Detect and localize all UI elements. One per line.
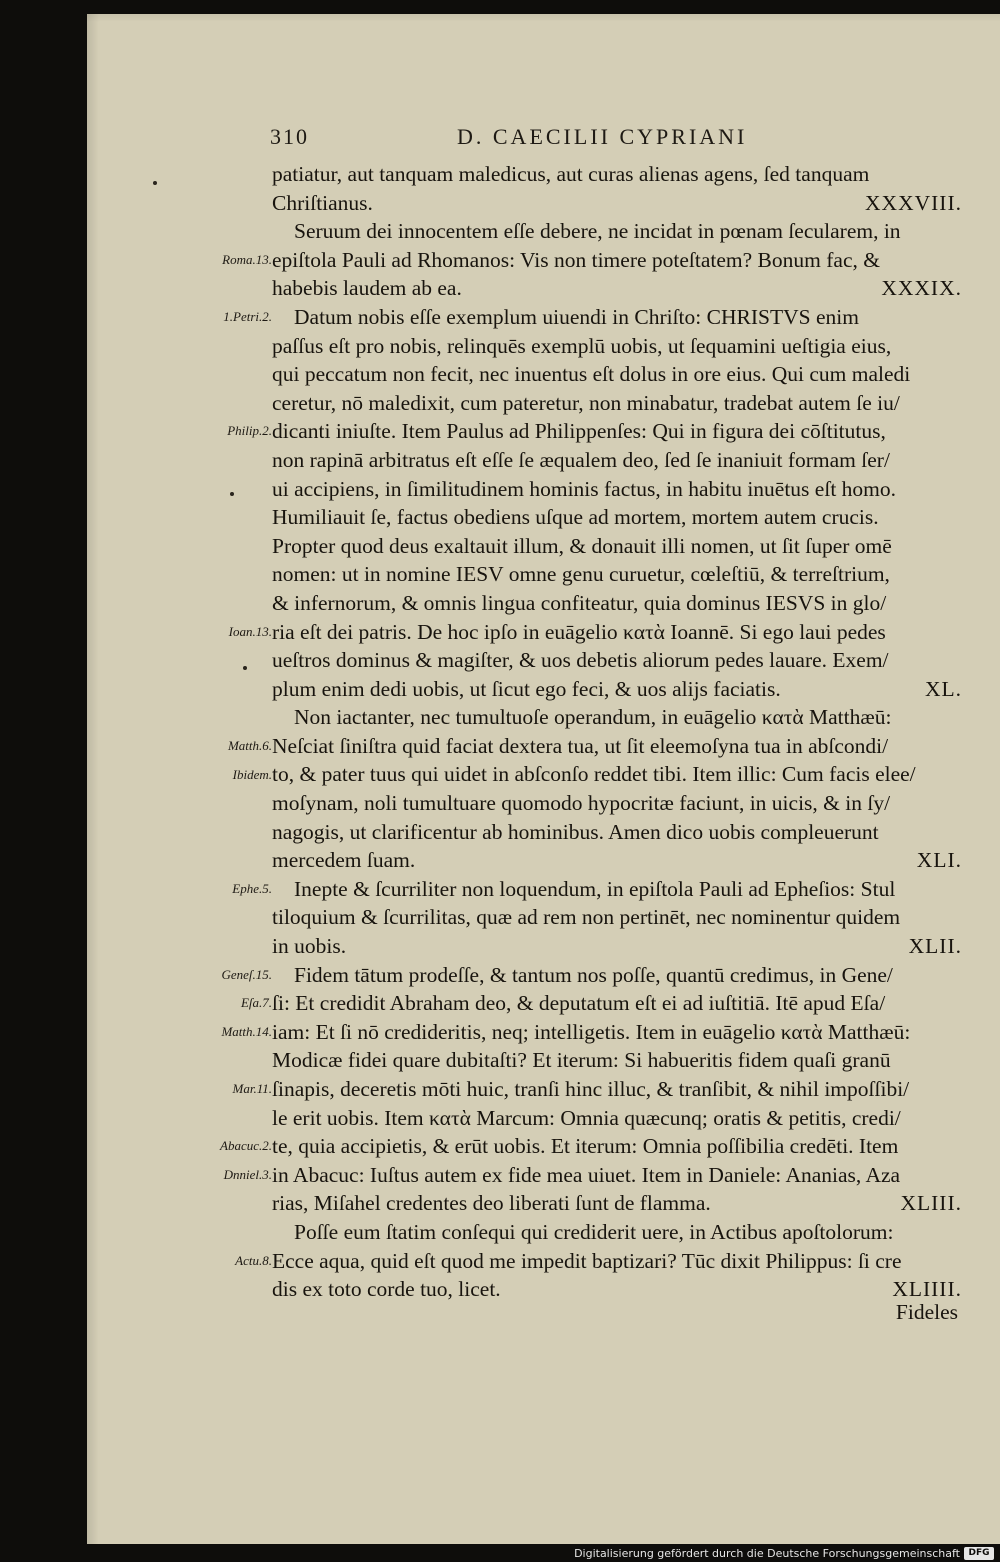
line-text: non rapinā arbitratus eſt eſſe ſe æqualem deo, ſed ſe inaniuit formam ſer/ — [272, 447, 890, 472]
margin-reference: Ibidem. — [232, 766, 272, 782]
text-line — [272, 503, 962, 532]
text-line — [272, 760, 962, 789]
line-text: Datum nobis eſſe exemplum uiuendi in Chriſto: CHRISTVS enim — [294, 304, 859, 329]
text-line — [272, 1104, 962, 1133]
line-text: ſi: Et credidit Abraham deo, & deputatum eſt ei ad iuſtitiā. Itē apud Eſa/ — [272, 991, 886, 1016]
margin-reference: Dnniel.3. — [223, 1167, 272, 1182]
text-line — [272, 303, 962, 332]
line-text: Seruum dei innocentem eſſe debere, ne incidat in pœnam ſecularem, in — [294, 219, 901, 244]
text-line — [272, 903, 962, 932]
line-text: Inepte & ſcurriliter non loquendum, in epiſtola Pauli ad Epheſios: Stul — [294, 876, 896, 901]
line-text: Modicæ fidei quare dubitaſti? Et iterum: Si habueritis fidem quaſi granū — [272, 1048, 891, 1073]
line-text: patiatur, aut tanquam maledicus, aut curas alienas agens, ſed tanquam — [272, 162, 870, 186]
text-line — [272, 446, 962, 475]
line-text: ui accipiens, in ſimilitudinem hominis factus, in habitu inuētus eſt homo. — [272, 476, 897, 501]
margin-reference: Ephe.5. — [232, 881, 272, 896]
text-line — [272, 360, 962, 389]
text-line — [272, 875, 962, 904]
text-line — [272, 1218, 962, 1247]
text-line — [272, 560, 962, 589]
catchword: Fideles — [895, 1300, 958, 1324]
line-text: qui peccatum non fecit, nec inuentus eſt dolus in ore eius. Qui cum maledi — [272, 362, 911, 387]
text-line — [272, 1018, 962, 1047]
line-text: ueſtros dominus & magiſter, & uos debetis aliorum pedes lauare. Exem/ — [272, 648, 889, 673]
section-numeral: XLI. — [916, 848, 962, 873]
line-text: ria eſt dei patris. De hoc ipſo in euāgelio κατὰ Ioannē. Si ego laui pedes — [272, 619, 886, 644]
margin-reference: Philip.2. — [227, 423, 272, 439]
text-line — [272, 1275, 962, 1304]
text-line — [272, 475, 962, 504]
margin-reference: Geneſ.15. — [221, 966, 272, 982]
ink-speck — [153, 181, 157, 185]
margin-reference: Eſa.7. — [240, 995, 272, 1011]
line-text: Chriſtianus. — [272, 190, 373, 215]
line-text: dis ex toto corde tuo, licet. — [272, 1277, 501, 1302]
text-line — [272, 1247, 962, 1276]
line-text: ceretur, nō maledixit, cum pateretur, non minabatur, tradebat autem ſe iu/ — [272, 390, 900, 415]
margin-reference: Actu.8. — [235, 1252, 272, 1268]
line-text: ſinapis, deceretis mōti huic, tranſi hinc illuc, & tranſibit, & nihil impoſſibi/ — [272, 1077, 910, 1101]
line-text: Poſſe eum ſtatim conſequi qui crediderit uere, in Actibus apoſtolorum: — [294, 1219, 894, 1244]
line-text: moſynam, noli tumultuare quomodo hypocritæ faciunt, in uicis, & in ſy/ — [272, 791, 891, 816]
section-numeral: XLII. — [908, 934, 962, 959]
text-line — [272, 703, 962, 732]
line-text: Neſciat ſiniſtra quid faciat dextera tua, ut ſit eleemoſyna tua in abſcondi/ — [272, 733, 889, 758]
running-head: D. CAECILII CYPRIANI — [457, 124, 748, 149]
section-numeral: XXXVIII. — [865, 190, 962, 215]
margin-reference: Matth.14. — [221, 1024, 272, 1039]
ink-speck — [243, 666, 247, 670]
line-text: Ecce aqua, quid eſt quod me impedit baptizari? Tūc dixit Philippus: ſi cre — [272, 1248, 902, 1273]
text-line — [272, 160, 962, 189]
text-line — [272, 818, 962, 847]
body-text — [272, 160, 962, 1304]
dfg-logo: DFG — [964, 1547, 994, 1560]
line-text: le erit uobis. Item κατὰ Marcum: Omnia quæcunq; oratis & petitis, credi/ — [272, 1105, 901, 1130]
text-line — [272, 846, 962, 875]
text-line — [272, 1132, 962, 1161]
line-text: paſſus eſt pro nobis, relinquēs exemplū uobis, ut ſequamini ueſtigia eius, — [272, 333, 892, 358]
margin-reference: Mar.11. — [232, 1081, 272, 1097]
line-text: in Abacuc: Iuſtus autem ex fide mea uiuet. Item in Daniele: Ananias, Aza — [272, 1162, 901, 1187]
line-text: Propter quod deus exaltauit illum, & donauit illi nomen, ut ſit ſuper omē — [272, 533, 892, 558]
section-numeral: XLIII. — [900, 1191, 962, 1216]
line-text: tiloquium & ſcurrilitas, quæ ad rem non pertinēt, nec nominentur quidem — [272, 905, 901, 930]
text-line — [272, 732, 962, 761]
text-line — [272, 989, 962, 1018]
line-text: Fidem tātum prodeſſe, & tantum nos poſſe, quantū credimus, in Gene/ — [294, 962, 893, 987]
margin-reference: Roma.13. — [222, 251, 272, 267]
section-numeral: XL. — [924, 676, 962, 701]
line-text: to, & pater tuus qui uidet in abſconſo reddet tibi. Item illic: Cum facis elee/ — [272, 762, 916, 787]
text-line — [272, 932, 962, 961]
text-line — [272, 217, 962, 246]
page-header — [0, 124, 1000, 156]
line-text: Non iactanter, nec tumultuoſe operandum, in euāgelio κατὰ Matthæū: — [294, 705, 892, 730]
text-line — [272, 1161, 962, 1190]
line-text: nomen: ut in nomine IESV omne genu curuetur, cœleſtiū, & terreſtrium, — [272, 562, 890, 587]
text-line — [272, 589, 962, 618]
section-numeral: XLIIII. — [892, 1277, 962, 1302]
text-line — [272, 1075, 962, 1104]
text-line — [272, 646, 962, 675]
line-text: mercedem ſuam. — [272, 848, 416, 873]
line-text: iam: Et ſi nō credideritis, neq; intelligetis. Item in euāgelio κατὰ Matthæū: — [272, 1019, 911, 1044]
line-text: Humiliauit ſe, factus obediens uſque ad mortem, mortem autem crucis. — [272, 505, 879, 530]
line-text: plum enim dedi uobis, ut ſicut ego feci, & uos alijs faciatis. — [272, 676, 781, 701]
text-line — [272, 675, 962, 704]
margin-reference: Ioan.13. — [228, 623, 272, 639]
text-line — [272, 618, 962, 647]
line-text: nagogis, ut clarificentur ab hominibus. Amen dico uobis compleuerunt — [272, 819, 879, 844]
text-line — [272, 961, 962, 990]
section-numeral: XXXIX. — [881, 276, 962, 301]
text-line — [272, 332, 962, 361]
margin-reference: Matth.6. — [227, 738, 272, 753]
line-text: in uobis. — [272, 934, 347, 959]
text-line — [272, 532, 962, 561]
line-text: habebis laudem ab ea. — [272, 276, 462, 301]
text-line — [272, 789, 962, 818]
line-text: rias, Miſahel credentes deo liberati ſunt de flamma. — [272, 1191, 711, 1216]
text-line — [272, 417, 962, 446]
footer-bar — [0, 1545, 1000, 1562]
text-line — [272, 189, 962, 218]
text-line — [272, 1189, 962, 1218]
line-text: epiſtola Pauli ad Rhomanos: Vis non timere poteſtatem? Bonum fac, & — [272, 247, 880, 272]
line-text: dicanti iniuſte. Item Paulus ad Philippenſes: Qui in figura dei cōſtitutus, — [272, 419, 886, 444]
line-text: & infernorum, & omnis lingua confiteatur, quia dominus IESVS in glo/ — [272, 590, 887, 615]
funding-notice: Digitalisierung gefördert durch die Deutsche Forschungsgemeinschaft — [574, 1547, 960, 1560]
margin-reference: Abacuc.2. — [220, 1138, 272, 1154]
text-line — [272, 1046, 962, 1075]
ink-speck — [230, 492, 234, 496]
text-line — [272, 274, 962, 303]
text-line — [272, 246, 962, 275]
margin-reference: 1.Petri.2. — [223, 309, 272, 324]
text-line — [272, 389, 962, 418]
page-number: 310 — [270, 124, 309, 149]
line-text: te, quia accipietis, & erūt uobis. Et iterum: Omnia poſſibilia credēti. Item — [272, 1134, 899, 1159]
